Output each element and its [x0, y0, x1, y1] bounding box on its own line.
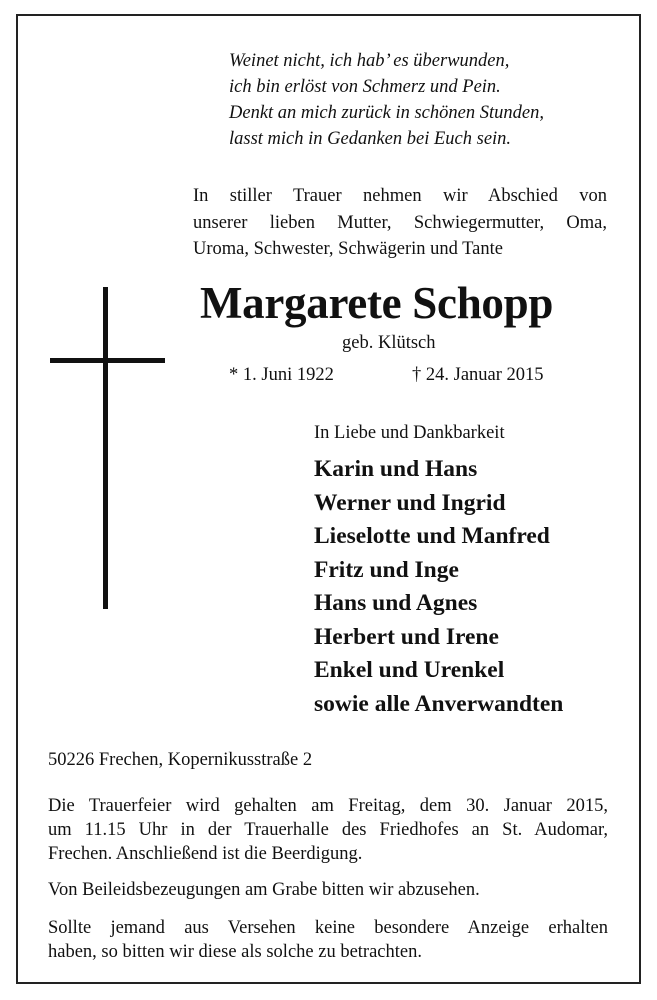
family-item: Enkel und Urenkel [314, 657, 505, 683]
intro-text [193, 183, 607, 263]
poem-line: Weinet nicht, ich hab’ es überwunden, [229, 51, 510, 71]
intro-line: In stiller Trauer nehmen wir Abschied von [193, 186, 607, 206]
born-name: geb. Klütsch [342, 333, 436, 353]
family-item: Fritz und Inge [314, 556, 459, 583]
family-item: Karin und Hans [314, 456, 478, 482]
birth-date: * 1. Juni 1922 [229, 365, 334, 385]
cross-icon [103, 287, 108, 609]
funeral-line: Die Trauerfeier wird gehalten am Freitag, dem 30. Januar 2015, [48, 796, 608, 816]
poem-line: Denkt an mich zurück in schönen Stunden, [229, 103, 544, 123]
poem-line: ich bin erlöst von Schmerz und Pein. [229, 77, 501, 97]
poem-line: lasst mich in Gedanken bei Euch sein. [229, 129, 512, 149]
dankbarkeit-line: In Liebe und Dankbarkeit [314, 423, 505, 443]
cross-icon-bar [50, 358, 165, 363]
address: 50226 Frechen, Kopernikusstraße 2 [48, 750, 313, 770]
family-item: Lieselotte und Manfred [314, 523, 550, 549]
family-item: Hans und Agnes [314, 590, 478, 616]
notice-line: haben, so bitten wir diese als solche zu betrachten. [48, 942, 422, 962]
family-list [314, 453, 563, 721]
intro-line: unserer lieben Mutter, Schwiegermutter, Oma, [193, 212, 607, 233]
family-item: Herbert und Irene [314, 623, 499, 650]
condolences-line: Von Beileidsbezeugungen am Grabe bitten wir abzusehen. [48, 880, 480, 900]
condolences-paragraph [48, 878, 608, 902]
family-item: sowie alle Anverwandten [314, 690, 564, 717]
funeral-line: Frechen. Anschließend ist die Beerdigung. [48, 844, 363, 864]
intro-line: Uroma, Schwester, Schwägerin und Tante [193, 239, 503, 259]
funeral-paragraph [48, 794, 608, 866]
deceased-name: Margarete Schopp [200, 278, 554, 328]
death-date: † 24. Januar 2015 [412, 365, 544, 385]
notice-paragraph [48, 916, 608, 964]
family-item: Werner und Ingrid [314, 489, 506, 516]
poem [229, 48, 544, 152]
funeral-line: um 11.15 Uhr in der Trauerhalle des Friedhofes an St. Audomar, [48, 820, 608, 840]
notice-line: Sollte jemand aus Versehen keine besondere Anzeige erhalten [48, 918, 608, 938]
